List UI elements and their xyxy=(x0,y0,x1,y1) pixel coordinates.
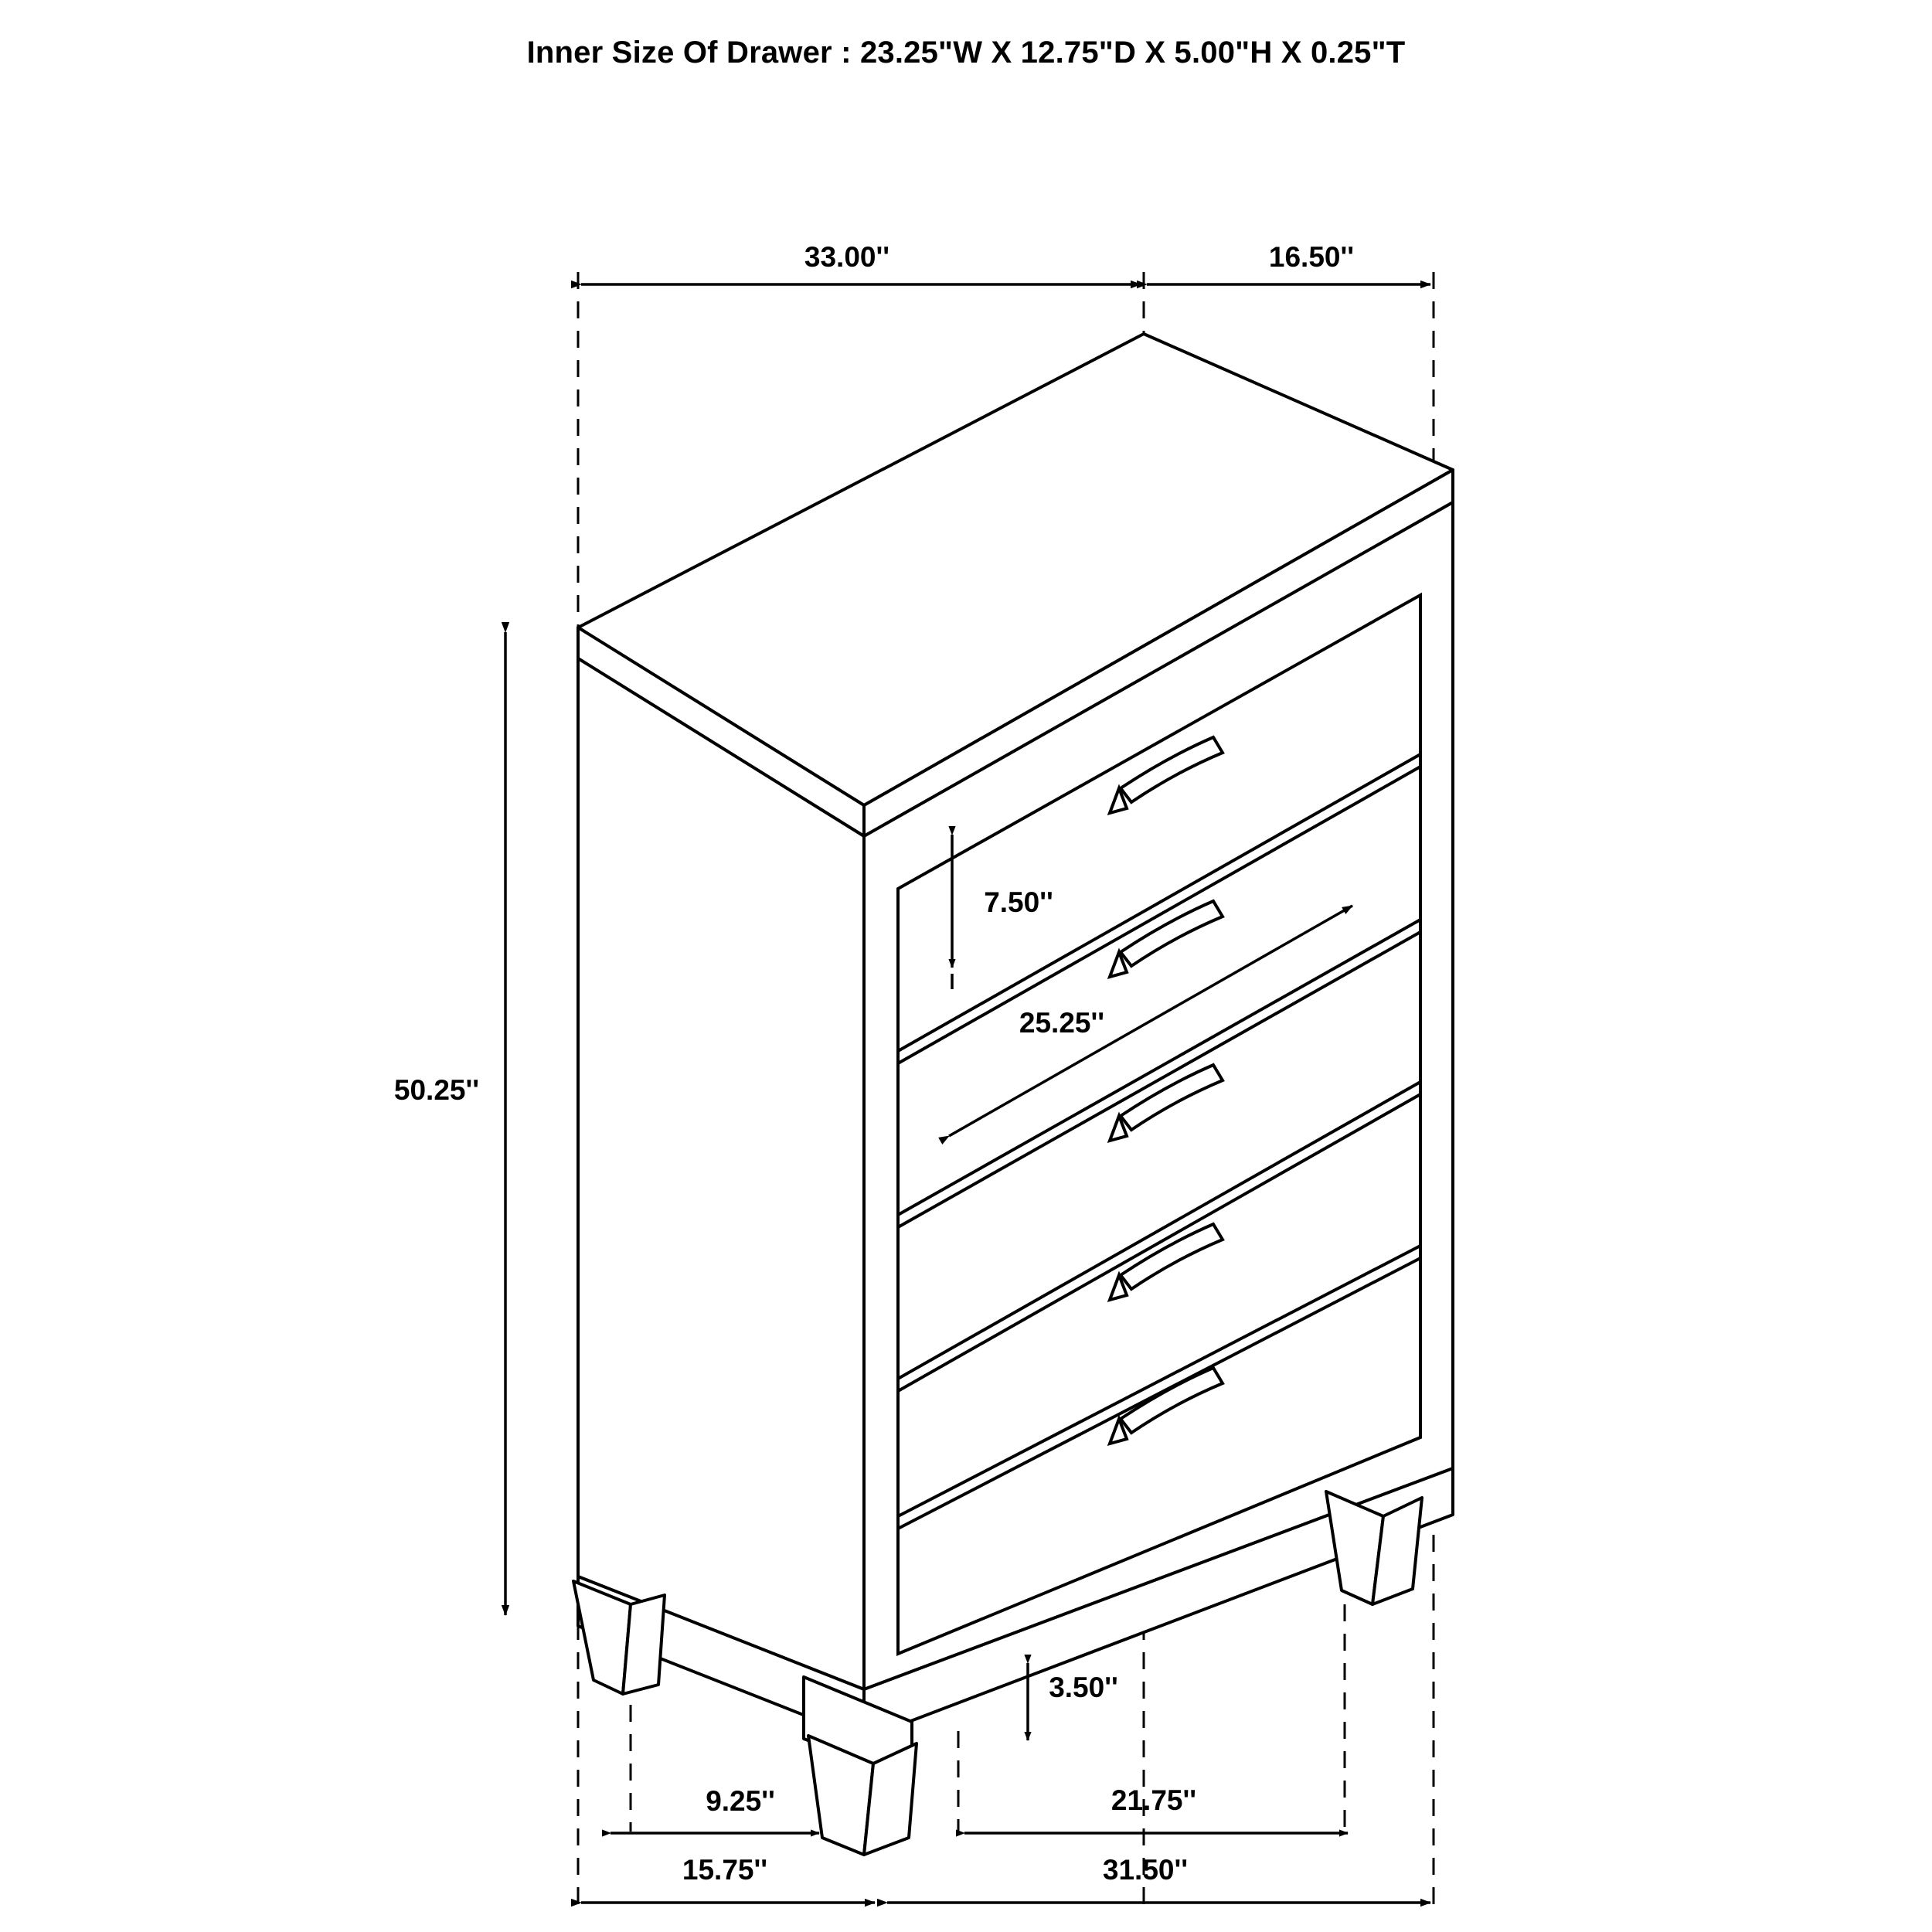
dimension-label-overall-height: 50.25'' xyxy=(393,1074,480,1106)
dimension-label-drawer-height: 7.50'' xyxy=(984,886,1053,918)
cabinet-outline xyxy=(578,334,1453,1777)
dimension-label-width-top: 33.00'' xyxy=(804,241,890,273)
dimension-label-side-base-depth: 21.75'' xyxy=(1111,1784,1197,1816)
dimension-label-leg-height: 3.50'' xyxy=(1049,1672,1118,1703)
dimension-label-depth-top: 16.50'' xyxy=(1268,241,1355,273)
dimension-label-drawer-width: 25.25'' xyxy=(1019,1007,1105,1039)
dimension-label-base-depth: 15.75'' xyxy=(682,1854,768,1886)
dimension-label-front-foot-inset: 9.25'' xyxy=(706,1785,775,1817)
page-title: Inner Size Of Drawer : 23.25"W X 12.75"D X 5.00"H X 0.25"T xyxy=(526,36,1406,70)
dimension-label-base-width: 31.50'' xyxy=(1102,1854,1189,1886)
